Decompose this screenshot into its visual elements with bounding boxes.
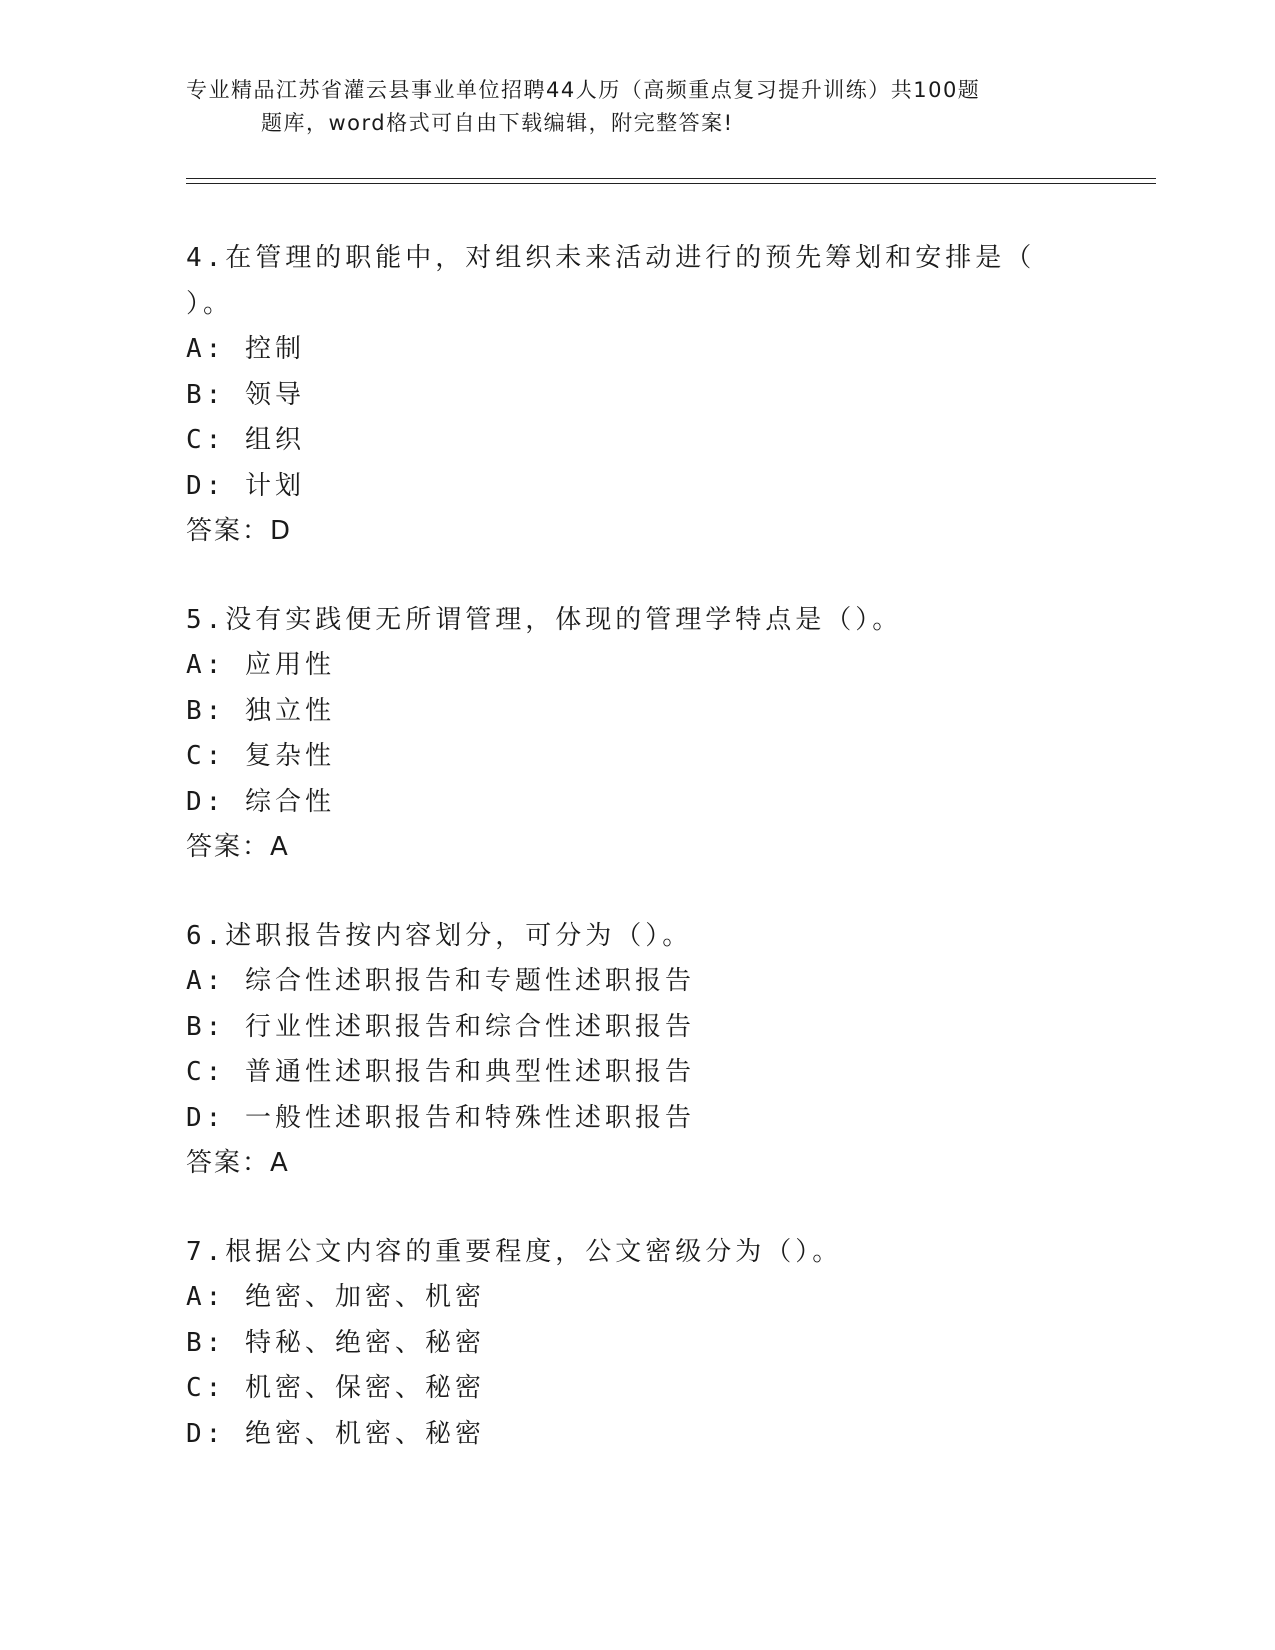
question-7 xyxy=(186,1230,1086,1458)
option-a: A: 控制 xyxy=(186,334,305,364)
question-stem: 7.根据公文内容的重要程度，公文密级分为（）。 xyxy=(186,1236,843,1267)
answer: 答案：A xyxy=(186,1148,290,1178)
option-c: C: 组织 xyxy=(186,425,305,455)
question-stem: 6.述职报告按内容划分，可分为（）。 xyxy=(186,920,693,951)
question-list xyxy=(186,236,1086,1500)
option-d: D: 综合性 xyxy=(186,786,335,817)
question-6 xyxy=(186,914,1086,1187)
option-b: B: 行业性述职报告和综合性述职报告 xyxy=(186,1011,695,1042)
document-header xyxy=(186,74,1086,140)
option-b: B: 领导 xyxy=(186,379,305,410)
header-divider-bottom xyxy=(186,183,1156,184)
option-c: C: 普通性述职报告和典型性述职报告 xyxy=(186,1057,695,1087)
option-d: D: 绝密、机密、秘密 xyxy=(186,1418,485,1449)
option-d: D: 一般性述职报告和特殊性述职报告 xyxy=(186,1102,695,1133)
option-a: A: 绝密、加密、机密 xyxy=(186,1282,485,1312)
question-stem: 4.在管理的职能中，对组织未来活动进行的预先筹划和安排是（ xyxy=(186,243,1036,273)
option-c: C: 复杂性 xyxy=(186,741,335,771)
option-a: A: 应用性 xyxy=(186,650,335,680)
header-title-line2: 题库，word格式可自由下载编辑，附完整答案! xyxy=(261,111,734,135)
question-stem: 5.没有实践便无所谓管理，体现的管理学特点是（）。 xyxy=(186,604,903,635)
question-4 xyxy=(186,236,1086,555)
question-stem-continued: ）。 xyxy=(186,288,234,319)
option-b: B: 独立性 xyxy=(186,695,335,726)
option-d: D: 计划 xyxy=(186,470,305,501)
answer: 答案：D xyxy=(186,516,293,546)
question-5 xyxy=(186,598,1086,871)
header-divider-top xyxy=(186,178,1156,179)
option-b: B: 特秘、绝密、秘密 xyxy=(186,1327,485,1358)
answer: 答案：A xyxy=(186,832,290,862)
option-a: A: 综合性述职报告和专题性述职报告 xyxy=(186,966,695,996)
header-title-line1: 专业精品江苏省灌云县事业单位招聘44人历（高频重点复习提升训练）共100题 xyxy=(186,78,981,102)
option-c: C: 机密、保密、秘密 xyxy=(186,1373,485,1403)
